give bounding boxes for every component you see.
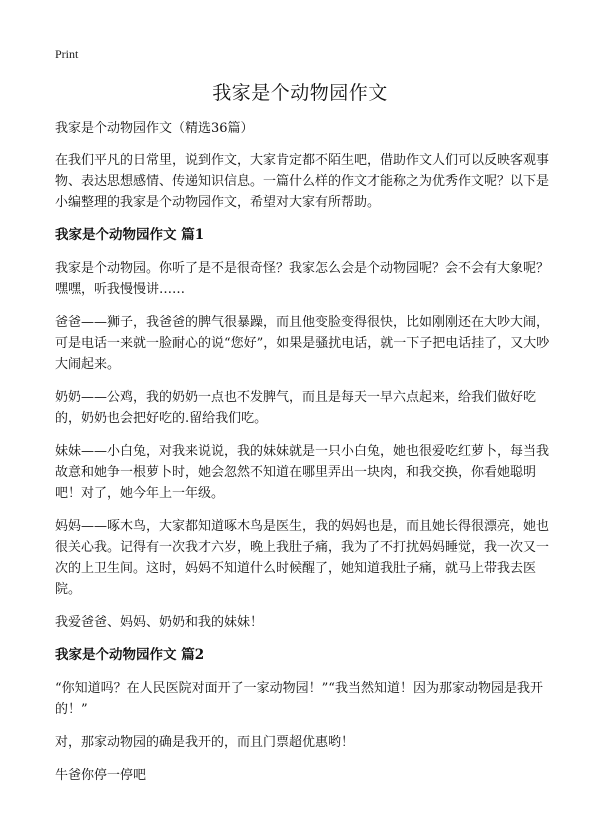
paragraph: 对，那家动物园的确是我开的，而且门票超优惠哟！ (55, 735, 355, 750)
intro-paragraph: 在我们平凡的日常里，说到作文，大家肯定都不陌生吧，借助作文人们可以反映客观事物、表达思想感情、传递知识信息。一篇什么样的作文才能称之为优秀作文呢？以下是小编整理的我家是个动物园作文，希望对大家有所帮助。 (55, 153, 550, 210)
paragraph: 爸爸——狮子，我爸爸的脾气很暴躁，而且他变脸变得很快，比如刚刚还在大吵大闹，可是电话一来就一脸耐心的说“您好”，如果是骚扰电话，就一下子把电话挂了，又大吵大闹起来。 (55, 315, 550, 372)
paragraph: 妹妹——小白兔，对我来说说，我的妹妹就是一只小白兔，她也很爱吃红萝卜，每当我故意和她争一根萝卜时，她会忽然不知道在哪里弄出一块肉，和我交换，你看她聪明吧！对了，她今年上一年级。 (55, 444, 550, 501)
page-title: 我家是个动物园作文 (212, 82, 388, 104)
paragraph: 奶奶——公鸡，我的奶奶一点也不发脾气，而且是每天一早六点起来，给我们做好吃的，奶奶也会把好吃的.留给我们吃。 (55, 390, 537, 426)
section-1 (55, 225, 551, 633)
section-heading: 我家是个动物园作文 篇1 (55, 227, 205, 243)
paragraph: 我爱爸爸、妈妈、奶奶和我的妹妹！ (55, 615, 264, 630)
article-subtitle: 我家是个动物园作文（精选36篇） (55, 121, 254, 136)
print-label[interactable]: Print (55, 47, 79, 61)
paragraph: “你知道吗？在人民医院对面开了一家动物园！”“我当然知道！因为那家动物园是我开的！” (55, 681, 543, 717)
paragraph: 妈妈——啄木鸟，大家都知道啄木鸟是医生，我的妈妈也是，而且她长得很漂亮，她也很关心我。记得有一次我才六岁，晚上我肚子痛，我为了不打扰妈妈睡觉，我一次又一次的上卫生间。这时，妈妈不知道什么时候醒了，她知道我肚子痛，就马上带我去医院。 (55, 519, 550, 597)
section-2 (55, 645, 551, 786)
section-heading: 我家是个动物园作文 篇2 (55, 647, 205, 663)
paragraph: 我家是个动物园。你听了是不是很奇怪？我家怎么会是个动物园呢？会不会有大象呢？嘿嘿，听我慢慢讲…… (55, 261, 550, 297)
article-body (55, 118, 551, 798)
paragraph: 牛爸你停一停吧 (55, 768, 147, 783)
